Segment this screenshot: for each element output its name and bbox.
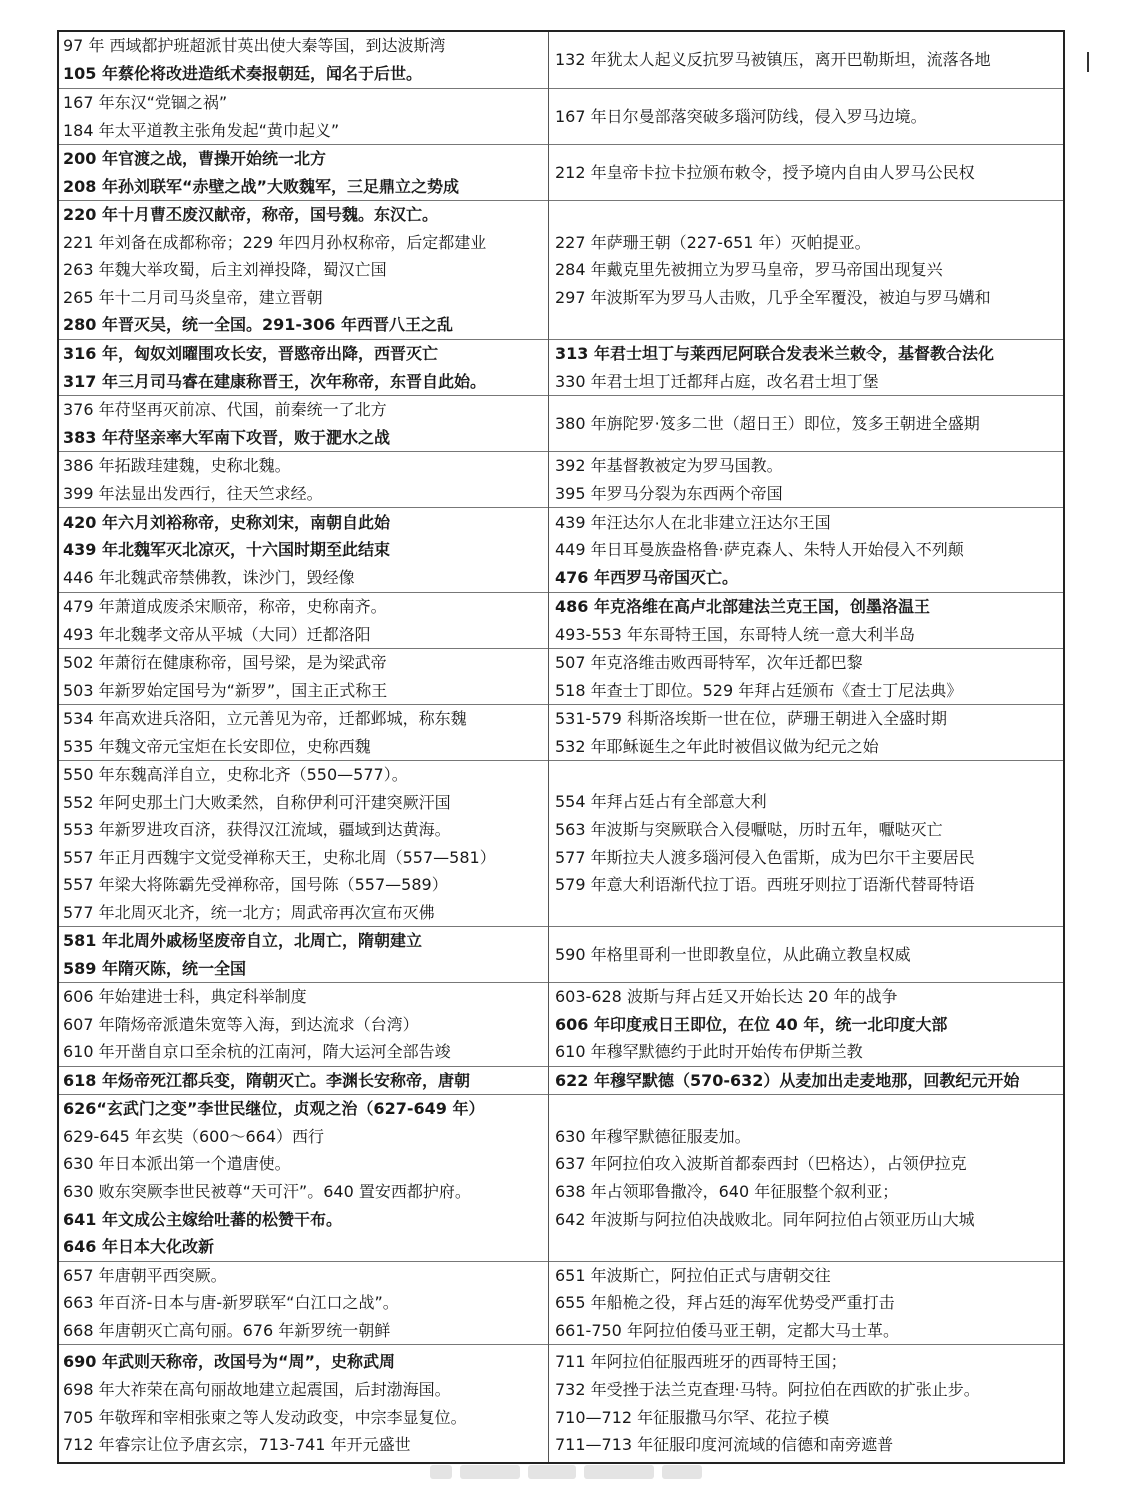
event-line: 532 年耶稣诞生之年此时被倡议做为纪元之始 [555,736,879,756]
world-events-cell [555,201,1063,339]
event-line: 284 年戴克里先被拥立为罗马皇帝，罗马帝国出现复兴 [555,260,943,280]
event-line: 184 年太平道教主张角发起“黄巾起义” [63,120,340,140]
china-events-cell [63,927,545,982]
event-line: 395 年罗马分裂为东西两个帝国 [555,483,783,503]
event-line: 280 年晋灭吴，统一全国。291-306 年西晋八王之乱 [63,315,453,335]
world-events-cell [555,983,1063,1066]
timeline-row [59,507,1063,592]
event-line: 581 年北周外戚杨坚废帝自立，北周亡，隋朝建立 [63,931,422,950]
event-line: 577 年斯拉夫人渡多瑙河侵入色雷斯，成为巴尔干主要居民 [555,847,975,867]
china-events-cell [63,761,545,926]
event-line: 606 年始建进士科，典定科举制度 [63,987,307,1007]
event-line: 557 年正月西魏宇文觉受禅称天王，史称北周（557—581） [63,847,496,867]
timeline-row [59,704,1063,760]
event-line: 610 年穆罕默德约于此时开始传布伊斯兰教 [555,1042,863,1062]
event-line: 579 年意大利语渐代拉丁语。西班牙则拉丁语渐代替哥特语 [555,875,975,895]
event-line: 606 年印度戒日王即位，在位 40 年，统一北印度大部 [555,1014,948,1034]
event-line: 711 年阿拉伯征服西班牙的西哥特王国； [555,1352,847,1372]
timeline-row [59,1261,1063,1344]
world-events-cell [555,340,1063,395]
china-events-cell [63,1067,545,1094]
event-line: 534 年高欢进兵洛阳，立元善见为帝，迁都邺城，称东魏 [63,709,467,728]
event-line: 630 年穆罕默德征服麦加。 [555,1126,751,1146]
china-events-cell [63,396,545,451]
event-line: 263 年魏大举攻蜀，后主刘禅投降，蜀汉亡国 [63,260,387,280]
event-line: 590 年格里哥利一世即教皇位，从此确立教皇权威 [555,944,911,964]
event-line: 493 年北魏孝文帝从平城（大同）迁都洛阳 [63,624,371,644]
timeline-row [59,451,1063,507]
event-line: 663 年百济-日本与唐-新罗联军“白江口之战”。 [63,1293,399,1313]
page-edge-mark [1087,52,1089,72]
timeline-row [59,1094,1063,1261]
world-events-cell [555,705,1063,760]
event-line: 557 年梁大将陈霸先受禅称帝，国号陈（557—589） [63,875,448,894]
event-line: 383 年苻坚亲率大军南下攻晋，败于淝水之战 [63,427,390,447]
event-line: 655 年船桅之役，拜占廷的海军优势受严重打击 [555,1293,895,1313]
timeline-row [59,648,1063,704]
china-events-cell [63,145,545,200]
china-events-cell [63,201,545,339]
timeline-row [59,144,1063,200]
event-line: 607 年隋炀帝派遣朱宽等入海，到达流求（台湾） [63,1014,419,1034]
world-events-cell [555,89,1063,144]
event-line: 563 年波斯与突厥联合入侵嚈哒，历时五年，嚈哒灭亡 [555,819,943,839]
timeline-row [59,1066,1063,1094]
event-line: 518 年查士丁即位。529 年拜占廷颁布《查士丁尼法典》 [555,680,963,700]
event-line: 507 年克洛维击败西哥特军，次年迁都巴黎 [555,653,863,672]
event-line: 420 年六月刘裕称帝，史称刘宋，南朝自此始 [63,512,390,532]
event-line: 630 年日本派出第一个遣唐使。 [63,1154,291,1174]
event-line: 132 年犹太人起义反抗罗马被镇压，离开巴勒斯坦，流落各地 [555,50,991,70]
timeline-row [59,592,1063,648]
event-line: 105 年蔡伦将改进造纸术奏报朝廷，闻名于后世。 [63,64,422,83]
world-events-cell [555,761,1063,926]
timeline-row [59,760,1063,926]
event-line: 200 年官渡之战，曹操开始统一北方 [63,149,326,168]
event-line: 698 年大祚荣在高句丽故地建立起震国，后封渤海国。 [63,1379,451,1399]
china-events-cell [63,89,545,144]
china-events-cell [63,983,545,1066]
china-events-cell [63,452,545,507]
event-line: 629-645 年玄奘（600～664）西行 [63,1126,325,1146]
timeline-row [59,339,1063,395]
event-line: 657 年唐朝平西突厥。 [63,1266,227,1285]
event-line: 167 年日尔曼部落突破多瑙河防线，侵入罗马边境。 [555,106,927,126]
event-line: 577 年北周灭北齐，统一北方；周武帝再次宣布灭佛 [63,902,435,922]
world-events-cell [555,145,1063,200]
event-line: 446 年北魏武帝禁佛教，诛沙门，毁经像 [63,567,355,587]
timeline-row [59,395,1063,451]
china-events-cell [63,32,545,88]
event-line: 376 年苻坚再灭前凉、代国，前秦统一了北方 [63,400,387,419]
event-line: 316 年，匈奴刘曜围攻长安，晋愍帝出降，西晋灭亡 [63,344,438,363]
event-line: 386 年拓跋珪建魏，史称北魏。 [63,456,291,475]
watermark [430,1462,705,1482]
event-line: 535 年魏文帝元宝炬在长安即位，史称西魏 [63,736,371,756]
world-events-cell [555,649,1063,704]
event-line: 167 年东汉“党锢之祸” [63,93,228,112]
world-events-cell [555,593,1063,648]
event-line: 589 年隋灭陈，统一全国 [63,958,246,978]
event-line: 642 年波斯与阿拉伯决战败北。同年阿拉伯占领亚历山大城 [555,1209,975,1229]
event-line: 637 年阿拉伯攻入波斯首都泰西封（巴格达），占领伊拉克 [555,1154,967,1174]
event-line: 690 年武则天称帝，改国号为“周”，史称武周 [63,1352,396,1372]
china-events-cell [63,705,545,760]
event-line: 439 年北魏军灭北凉灭，十六国时期至此结束 [63,540,390,560]
event-line: 317 年三月司马睿在建康称晋王，次年称帝，东晋自此始。 [63,371,486,391]
event-line: 399 年法显出发西行，往天竺求经。 [63,483,323,503]
event-line: 476 年西罗马帝国灭亡。 [555,567,738,587]
world-events-cell [555,1262,1063,1344]
event-line: 550 年东魏高洋自立，史称北齐（550—577）。 [63,765,408,784]
event-line: 705 年敬珲和宰相张柬之等人发动政变，中宗李显复位。 [63,1407,467,1427]
event-line: 712 年睿宗让位予唐玄宗，713-741 年开元盛世 [63,1435,411,1455]
event-line: 651 年波斯亡，阿拉伯正式与唐朝交往 [555,1266,831,1285]
world-events-cell [555,396,1063,451]
event-line: 626“玄武门之变”李世民继位，贞观之治（627-649 年） [63,1099,485,1119]
event-line: 618 年炀帝死江都兵变，隋朝灭亡。李渊长安称帝，唐朝 [63,1071,470,1090]
event-line: 265 年十二月司马炎皇帝，建立晋朝 [63,287,323,307]
event-line: 552 年阿史那土门大败柔然，自称伊利可汗建突厥汗国 [63,792,451,812]
timeline-row [59,1344,1063,1462]
event-line: 486 年克洛维在高卢北部建法兰克王国，创墨洛温王 [555,597,930,616]
world-events-cell [555,1345,1063,1462]
event-line: 710—712 年征服撒马尔罕、花拉子模 [555,1407,830,1427]
event-line: 646 年日本大化改新 [63,1237,214,1257]
event-line: 531-579 科斯洛埃斯一世在位，萨珊王朝进入全盛时期 [555,709,947,728]
timeline-row [59,32,1063,88]
event-line: 622 年穆罕默德（570-632）从麦加出走麦地那，回教纪元开始 [555,1071,1020,1090]
event-line: 313 年君士坦丁与莱西尼阿联合发表米兰敕令，基督教合法化 [555,344,994,363]
timeline-row [59,982,1063,1066]
china-events-cell [63,340,545,395]
event-line: 493-553 年东哥特王国，东哥特人统一意大利半岛 [555,624,915,644]
timeline-row [59,88,1063,144]
event-line: 439 年汪达尔人在北非建立汪达尔王国 [555,512,831,532]
event-line: 502 年萧衍在健康称帝，国号梁，是为梁武帝 [63,653,387,672]
china-events-cell [63,1095,545,1261]
event-line: 212 年皇帝卡拉卡拉颁布敕令，授予境内自由人罗马公民权 [555,162,975,182]
column-divider [548,32,549,1462]
event-line: 503 年新罗始定国号为“新罗”，国主正式称王 [63,680,388,700]
event-line: 449 年日耳曼族盎格鲁·萨克森人、朱特人开始侵入不列颠 [555,540,964,560]
world-events-cell [555,452,1063,507]
event-line: 554 年拜占廷占有全部意大利 [555,792,767,812]
event-line: 221 年刘备在成都称帝；229 年四月孙权称帝，后定都建业 [63,232,487,252]
event-line: 297 年波斯军为罗马人击败，几乎全军覆没，被迫与罗马媾和 [555,287,991,307]
world-events-cell [555,1095,1063,1261]
timeline-row [59,200,1063,339]
world-events-cell [555,32,1063,88]
event-line: 97 年 西域都护班超派甘英出使大秦等国，到达波斯湾 [63,36,446,56]
event-line: 668 年唐朝灭亡高句丽。676 年新罗统一朝鲜 [63,1320,391,1340]
china-events-cell [63,508,545,592]
china-events-cell [63,1262,545,1344]
timeline-table [57,30,1065,1464]
world-events-cell [555,508,1063,592]
china-events-cell [63,649,545,704]
event-line: 227 年萨珊王朝（227-651 年）灭帕提亚。 [555,232,871,252]
event-line: 603-628 波斯与拜占廷又开始长达 20 年的战争 [555,987,898,1007]
event-line: 711—713 年征服印度河流域的信德和南旁遮普 [555,1435,894,1455]
event-line: 220 年十月曹丕废汉献帝，称帝，国号魏。东汉亡。 [63,205,438,225]
event-line: 208 年孙刘联军“赤壁之战”大败魏军，三足鼎立之势成 [63,176,460,196]
event-line: 732 年受挫于法兰克查理·马特。阿拉伯在西欧的扩张止步。 [555,1379,980,1399]
world-events-cell [555,927,1063,982]
event-line: 630 败东突厥李世民被尊“天可汗”。640 置安西都护府。 [63,1182,471,1201]
timeline-row [59,926,1063,982]
event-line: 610 年开凿自京口至余杭的江南河，隋大运河全部告竣 [63,1042,451,1062]
event-line: 392 年基督教被定为罗马国教。 [555,456,783,475]
china-events-cell [63,1345,545,1462]
event-line: 641 年文成公主嫁给吐蕃的松赞干布。 [63,1209,342,1229]
event-line: 479 年萧道成废杀宋顺帝，称帝，史称南齐。 [63,597,387,616]
world-events-cell [555,1067,1063,1094]
event-line: 553 年新罗进攻百济，获得汉江流域，疆域到达黄海。 [63,820,451,839]
event-line: 638 年占领耶鲁撒冷，640 年征服整个叙利亚； [555,1182,899,1201]
event-line: 661-750 年阿拉伯倭马亚王朝，定都大马士革。 [555,1320,899,1340]
event-line: 330 年君士坦丁迁都拜占庭，改名君士坦丁堡 [555,371,879,391]
event-line: 380 年旃陀罗·笈多二世（超日王）即位，笈多王朝进全盛期 [555,413,980,433]
china-events-cell [63,593,545,648]
